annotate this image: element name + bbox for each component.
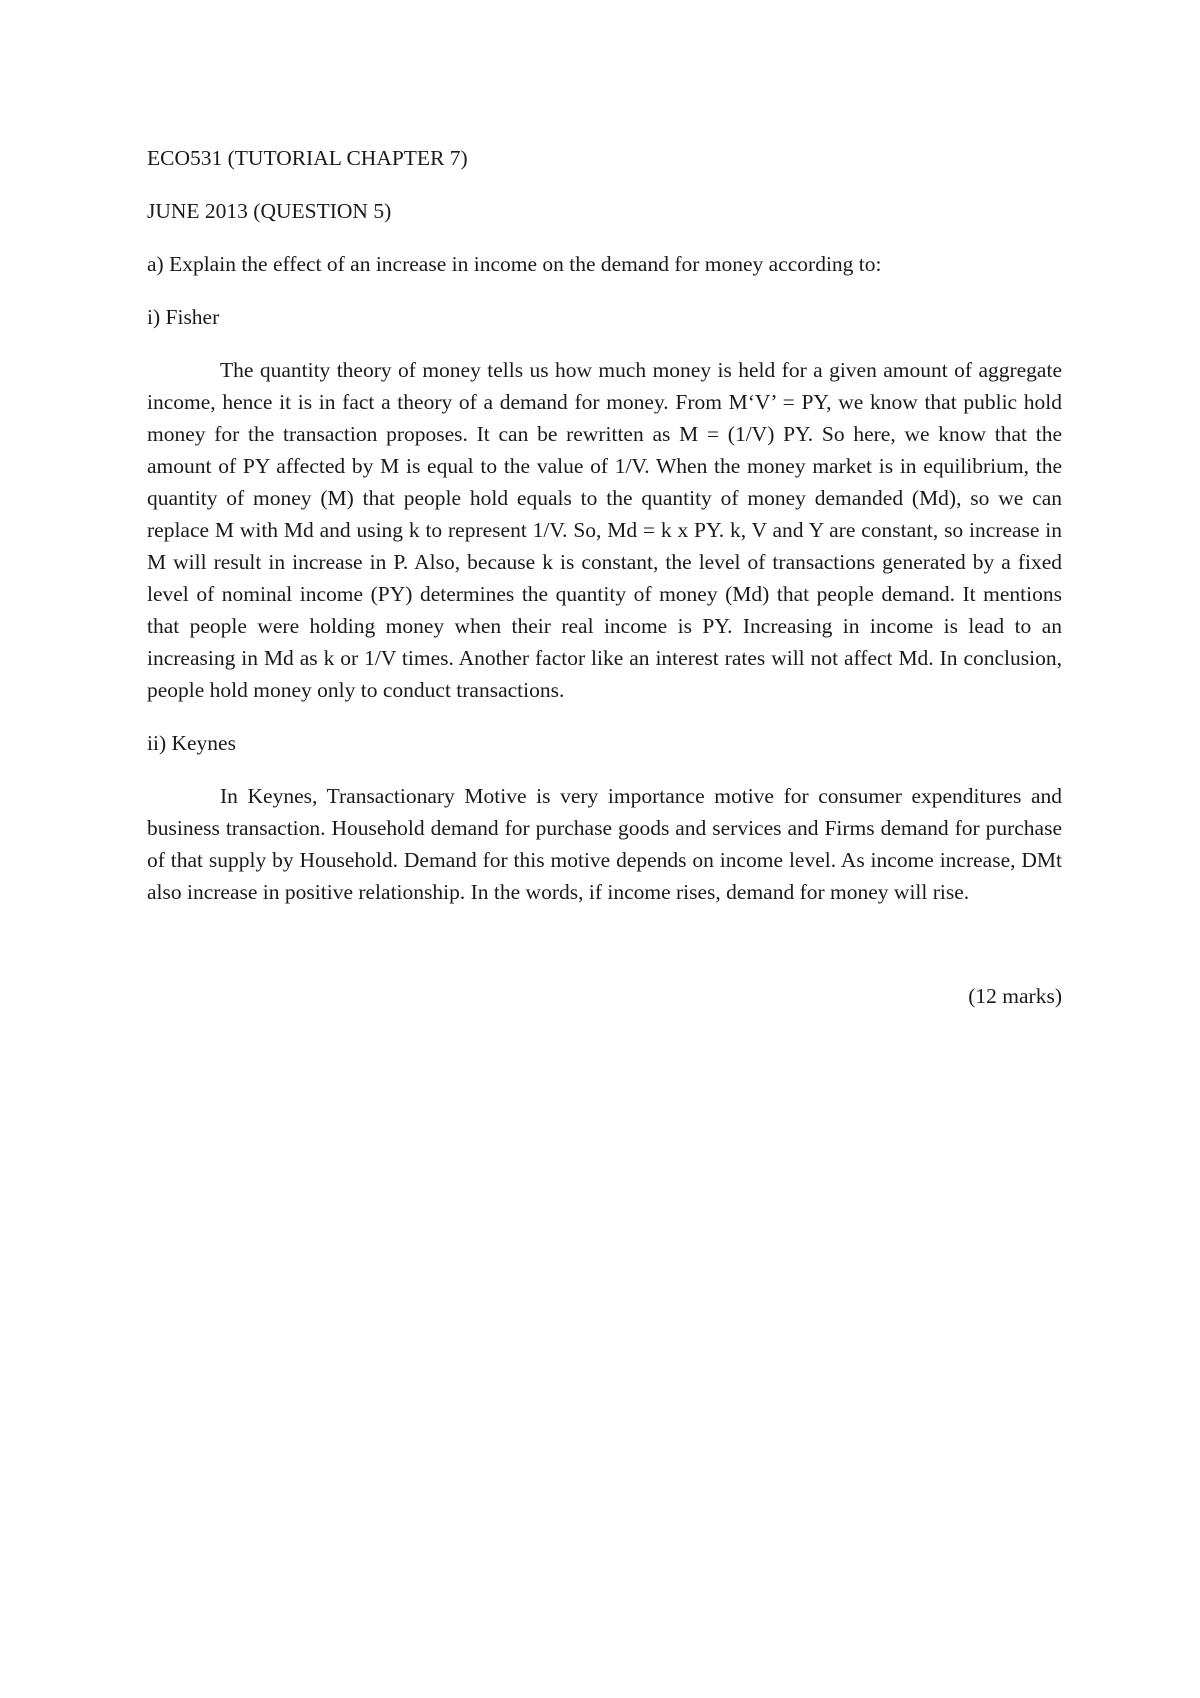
exam-reference: JUNE 2013 (QUESTION 5) bbox=[147, 199, 392, 223]
section-heading-keynes: ii) Keynes bbox=[147, 731, 236, 755]
section-body-fisher: The quantity theory of money tells us how much money is held for a given amount of aggregate income, hence it is in fact a theory of a demand for money. From M‘V’ = PY, we know that public hold money for the transaction proposes. It can be rewritten as M = (1/V) PY. So here, we know that the amount of PY affected by M is equal to the value of 1/V. When the money market is in equilibrium, the quantity of money (M) that people hold equals to the quantity of money demanded (Md), so we can replace M with Md and using k to represent 1/V. So, Md = k x PY. k, V and Y are constant, so increase in M will result in increase in P. Also, because k is constant, the level of transactions generated by a fixed level of nominal income (PY) determines the quantity of money (Md) that people demand. It mentions that people were holding money when their real income is PY. Increasing in income is lead to an increasing in Md as k or 1/V times. Another factor like an interest rates will not affect Md. In conclusion, people hold money only to conduct transactions. bbox=[147, 358, 1062, 702]
document-content bbox=[147, 142, 1062, 1033]
section-heading-fisher: i) Fisher bbox=[147, 305, 220, 329]
question-text: a) Explain the effect of an increase in income on the demand for money according to: bbox=[147, 252, 882, 276]
section-body-keynes: In Keynes, Transactionary Motive is very importance motive for consumer expenditures and business transaction. Household demand for purchase goods and services and Firms demand for purchase of that supply by Household. Demand for this motive depends on income level. As income increase, DMt also increase in positive relationship. In the words, if income rises, demand for money will rise. bbox=[147, 784, 1062, 904]
marks-label: (12 marks) bbox=[968, 984, 1062, 1008]
document-header: ECO531 (TUTORIAL CHAPTER 7) bbox=[147, 146, 468, 170]
